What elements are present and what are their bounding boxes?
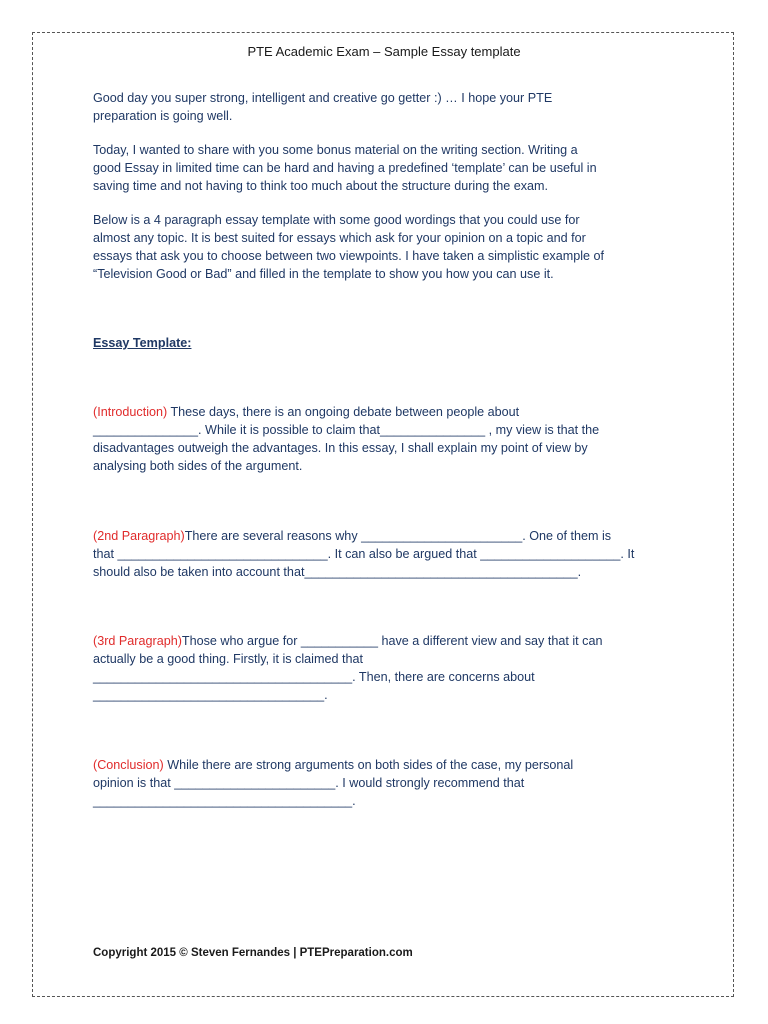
text-line: _________________________________. <box>93 688 328 702</box>
text-line: actually be a good thing. Firstly, it is claimed that <box>93 652 363 666</box>
text-line: analysing both sides of the argument. <box>93 459 303 473</box>
essay-template-heading <box>93 334 681 352</box>
text-line: Below is a 4 paragraph essay template with some good wordings that you could use for <box>93 213 580 227</box>
text-line: _____________________________________. Then, there are concerns about <box>93 670 535 684</box>
text-line: disadvantages outweigh the advantages. In this essay, I shall explain my point of view by <box>93 441 588 455</box>
conclusion-paragraph <box>93 756 681 810</box>
heading-text: Essay Template: <box>93 336 192 350</box>
second-paragraph <box>93 527 681 581</box>
text-fragment: Those who argue for ___________ have a different view and say that it can <box>181 634 603 648</box>
third-paragraph <box>93 632 681 704</box>
section-label: (Introduction) <box>93 405 168 419</box>
intro-paragraph-1 <box>93 89 681 125</box>
text-line: essays that ask you to choose between two viewpoints. I have taken a simplistic example of <box>93 249 605 263</box>
text-line: Today, I wanted to share with you some bonus material on the writing section. Writing a <box>93 143 578 157</box>
text-line <box>93 527 681 545</box>
text-line <box>93 403 681 421</box>
intro-paragraph-3 <box>93 211 681 283</box>
copyright-footer: Copyright 2015 © Steven Fernandes | PTEPreparation.com <box>93 947 413 959</box>
text-fragment: These days, there is an ongoing debate between people about <box>167 405 520 419</box>
text-line: Good day you super strong, intelligent and creative go getter :) … I hope your PTE <box>93 91 553 105</box>
text-line: good Essay in limited time can be hard and having a predefined ‘template’ can be useful in <box>93 161 597 175</box>
section-label: (2nd Paragraph) <box>93 529 185 543</box>
text-line: _______________. While it is possible to claim that_______________ , my view is that the <box>93 423 600 437</box>
section-label: (Conclusion) <box>93 758 164 772</box>
text-line: _____________________________________. <box>93 794 356 808</box>
text-line: that ______________________________. It can also be argued that ____________________. It <box>93 547 635 561</box>
intro-paragraph-2 <box>93 141 681 195</box>
section-label: (3rd Paragraph) <box>93 634 182 648</box>
text-line: should also be taken into account that_______________________________________. <box>93 565 582 579</box>
text-line <box>93 756 681 774</box>
text-fragment: There are several reasons why _______________________. One of them is <box>184 529 612 543</box>
text-line: “Television Good or Bad” and filled in the template to show you how you can use it. <box>93 267 554 281</box>
introduction-paragraph <box>93 403 681 475</box>
text-line: saving time and not having to think too much about the structure during the exam. <box>93 179 549 193</box>
text-fragment: While there are strong arguments on both sides of the case, my personal <box>163 758 574 772</box>
text-line: preparation is going well. <box>93 109 233 123</box>
text-line: almost any topic. It is best suited for essays which ask for your opinion on a topic and for <box>93 231 586 245</box>
text-line: opinion is that _______________________. I would strongly recommend that <box>93 776 525 790</box>
document-title: PTE Academic Exam – Sample Essay template <box>247 44 521 59</box>
text-line <box>93 632 681 650</box>
